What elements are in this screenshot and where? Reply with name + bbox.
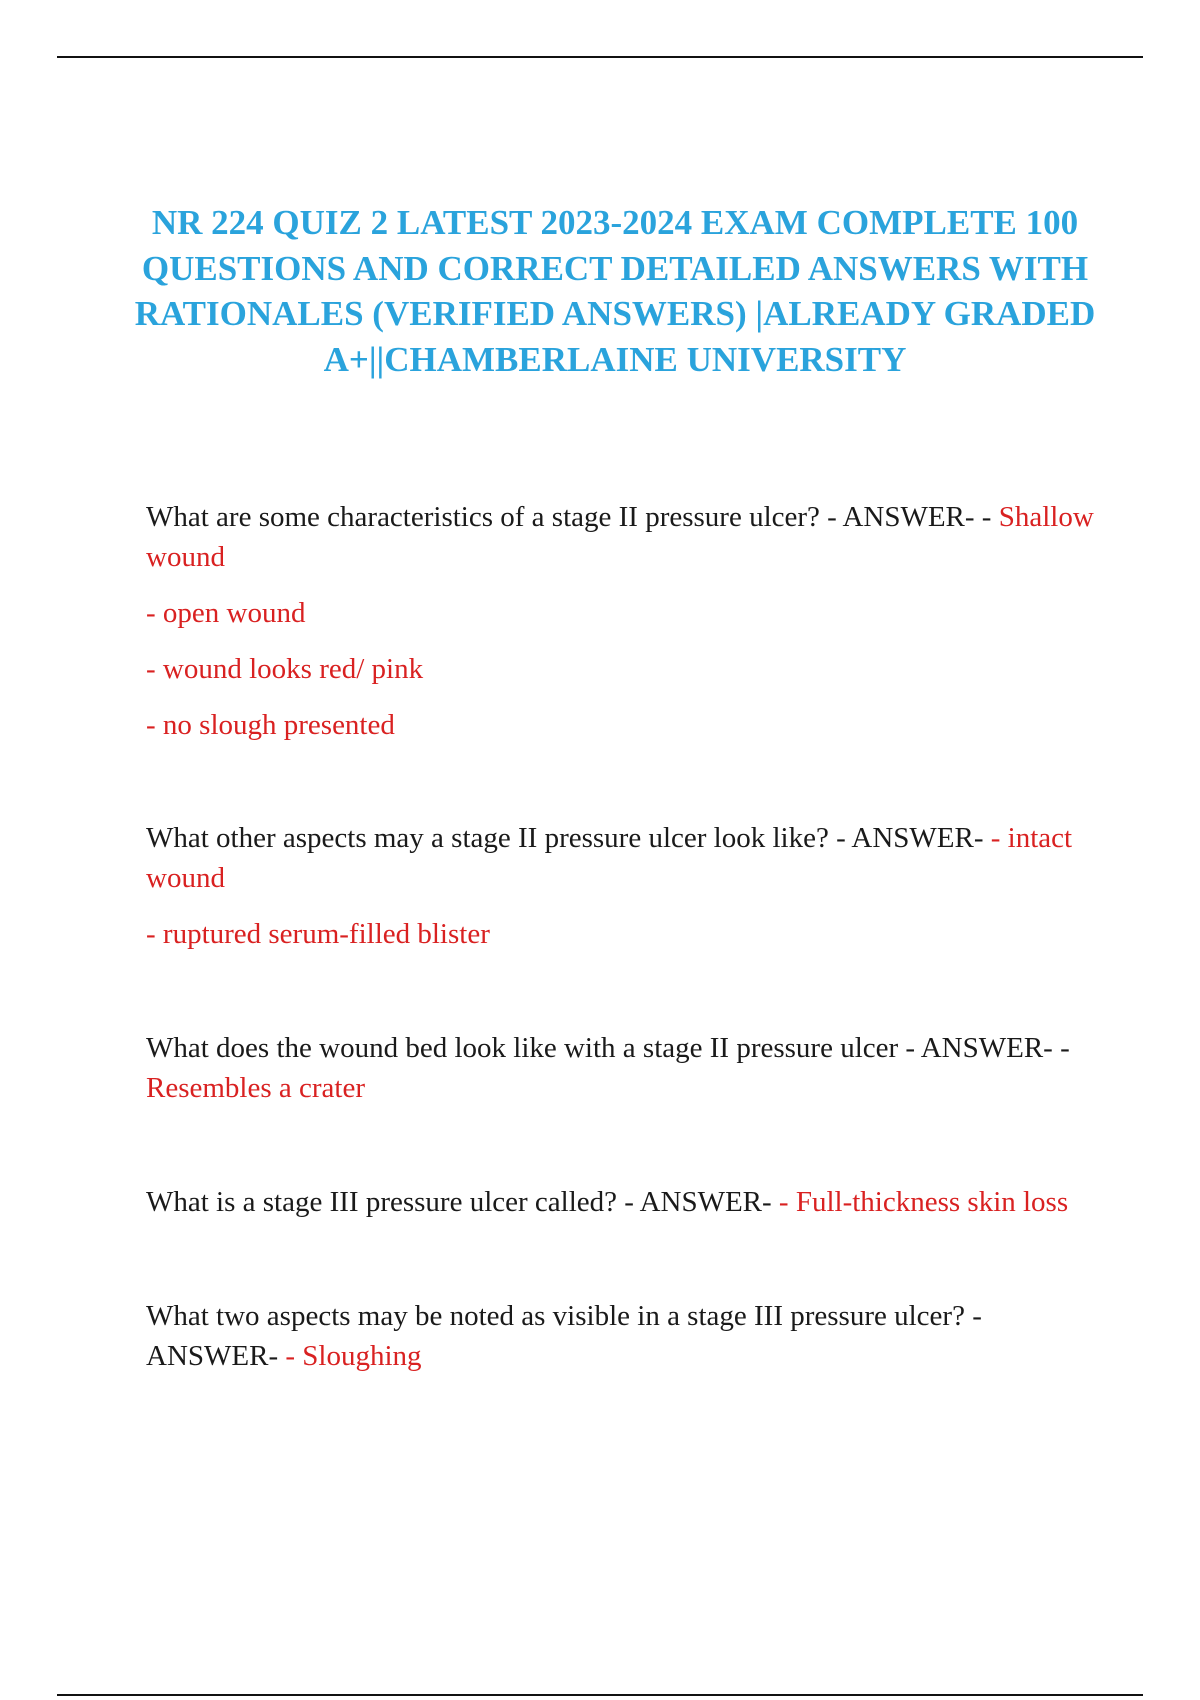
bottom-rule <box>57 1694 1143 1696</box>
answer-text: Resembles a crater <box>146 1072 366 1104</box>
question-line <box>146 497 1096 577</box>
question-line <box>146 1182 1096 1222</box>
top-rule <box>57 56 1143 58</box>
answer-text: - Sloughing <box>285 1340 422 1372</box>
question-text: What two aspects may be noted as visible in a stage III pressure ulcer? - ANSWER- <box>146 1300 982 1372</box>
qa-item <box>146 497 1096 745</box>
question-text: What other aspects may a stage II pressure ulcer look like? - ANSWER- <box>146 822 991 854</box>
question-line <box>146 1028 1096 1108</box>
answer-detail: - ruptured serum-filled blister <box>146 918 490 950</box>
answer-detail: - wound looks red/ pink <box>146 653 424 685</box>
qa-item <box>146 818 1096 954</box>
answer-detail: - no slough presented <box>146 709 395 741</box>
question-text: What is a stage III pressure ulcer called? - ANSWER- <box>146 1186 779 1218</box>
qa-list <box>146 497 1096 1376</box>
qa-item <box>146 1296 1096 1376</box>
answer-text: Shallow wound <box>146 501 1094 573</box>
question-text: What does the wound bed look like with a stage II pressure ulcer - ANSWER- - <box>146 1032 1070 1064</box>
question-line <box>146 818 1096 898</box>
qa-item <box>146 1028 1096 1108</box>
answer-text: - Full-thickness skin loss <box>778 1186 1069 1218</box>
answer-detail: - open wound <box>146 597 306 629</box>
answer-text: - intact wound <box>146 822 1073 894</box>
question-text: What are some characteristics of a stage II pressure ulcer? - ANSWER- - <box>146 501 999 533</box>
document-title: NR 224 QUIZ 2 LATEST 2023-2024 EXAM COMPLETE 100 QUESTIONS AND CORRECT DETAILED ANSWERS WITH RATIONALES (VERIFIED ANSWERS) |ALREADY GRADED A+||CHAMBERLAINE UNIVERSITY <box>134 203 1096 379</box>
question-line <box>146 1296 1096 1376</box>
qa-item <box>146 1182 1096 1222</box>
